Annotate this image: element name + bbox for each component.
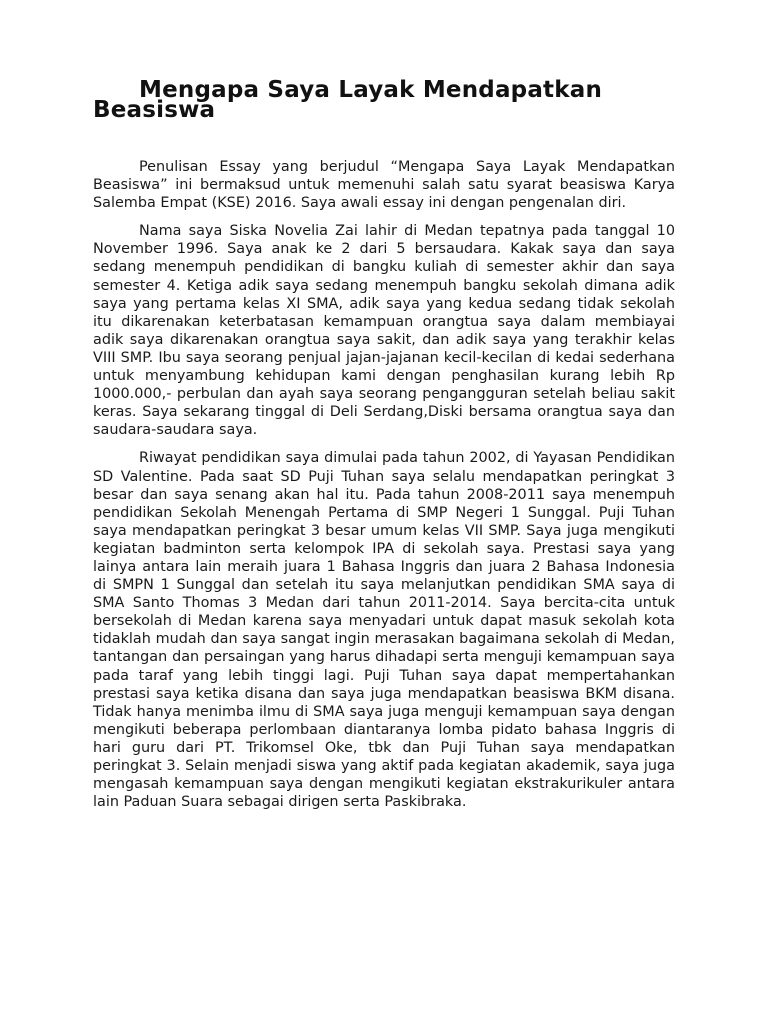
document-body (93, 158, 675, 821)
title-text: Mengapa Saya Layak Mendapatkan Beasiswa (93, 77, 603, 123)
paragraph-family: Nama saya Siska Novelia Zai lahir di Medan tepatnya pada tanggal 10 November 1996. Saya anak ke 2 dari 5 bersaudara. Kakak saya dan saya sedang menempuh pendidikan di bangku kuliah di semester akhir dan saya semester 4. Ketiga adik saya sedang menempuh bangku sekolah dimana adik saya yang pertama kelas XI SMA, adik saya yang kedua sedang tidak sekolah itu dikarenakan keterbatasan kemampuan orangtua saya dalam membiayai adik saya dikarenakan orangtua saya sakit, dan adik saya yang terakhir kelas VIII SMP. Ibu saya seorang penjual jajan-jajanan kecil-kecilan di kedai sederhana untuk menyambung kehidupan kami dengan penghasilan kurang lebih Rp 1000.000,- perbulan dan ayah saya seorang pengangguran setelah beliau sakit keras. Saya sekarang tinggal di Deli Serdang,Diski bersama orangtua saya dan saudara-saudara saya. (93, 223, 675, 439)
document-title (93, 77, 693, 123)
paragraph-education: Riwayat pendidikan saya dimulai pada tahun 2002, di Yayasan Pendidikan SD Valentine. Pada saat SD Puji Tuhan saya selalu mendapatkan peringkat 3 besar dan saya senang akan hal itu. Pada tahun 2008-2011 saya menempuh pendidikan Sekolah Menengah Pertama di SMP Negeri 1 Sunggal. Puji Tuhan saya mendapatkan peringkat 3 besar umum kelas VII SMP. Saya juga mengikuti kegiatan badminton serta kelompok IPA di sekolah saya. Prestasi saya yang lainya antara lain meraih juara 1 Bahasa Inggris dan juara 2 Bahasa Indonesia di SMPN 1 Sunggal dan setelah itu saya melanjutkan pendidikan SMA saya di SMA Santo Thomas 3 Medan dari tahun 2011-2014. Saya bercita-cita untuk bersekolah di Medan karena saya menyadari untuk dapat masuk sekolah kota tidaklah mudah dan saya sangat ingin merasakan bagaimana sekolah di Medan, tantangan dan persaingan yang harus dihadapi serta menguji kemampuan saya pada taraf yang lebih tinggi lagi. Puji Tuhan saya dapat mempertahankan prestasi saya ketika disana dan saya juga mendapatkan beasiswa BKM disana. Tidak hanya menimba ilmu di SMA saya juga menguji kemampuan saya dengan mengikuti beberapa perlombaan diantaranya lomba pidato bahasa Inggris di hari guru dari PT. Trikomsel Oke, tbk dan Puji Tuhan saya mendapatkan peringkat 3. Selain menjadi siswa yang aktif pada kegiatan akademik, saya juga mengasah kemampuan saya dengan mengikuti kegiatan ekstrakurikuler antara lain Paduan Suara sebagai dirigen serta Paskibraka. (93, 450, 675, 811)
paragraph-intro: Penulisan Essay yang berjudul “Mengapa Saya Layak Mendapatkan Beasiswa” ini bermaksud untuk memenuhi salah satu syarat beasiswa Karya Salemba Empat (KSE) 2016. Saya awali essay ini dengan pengenalan diri. (93, 159, 675, 212)
